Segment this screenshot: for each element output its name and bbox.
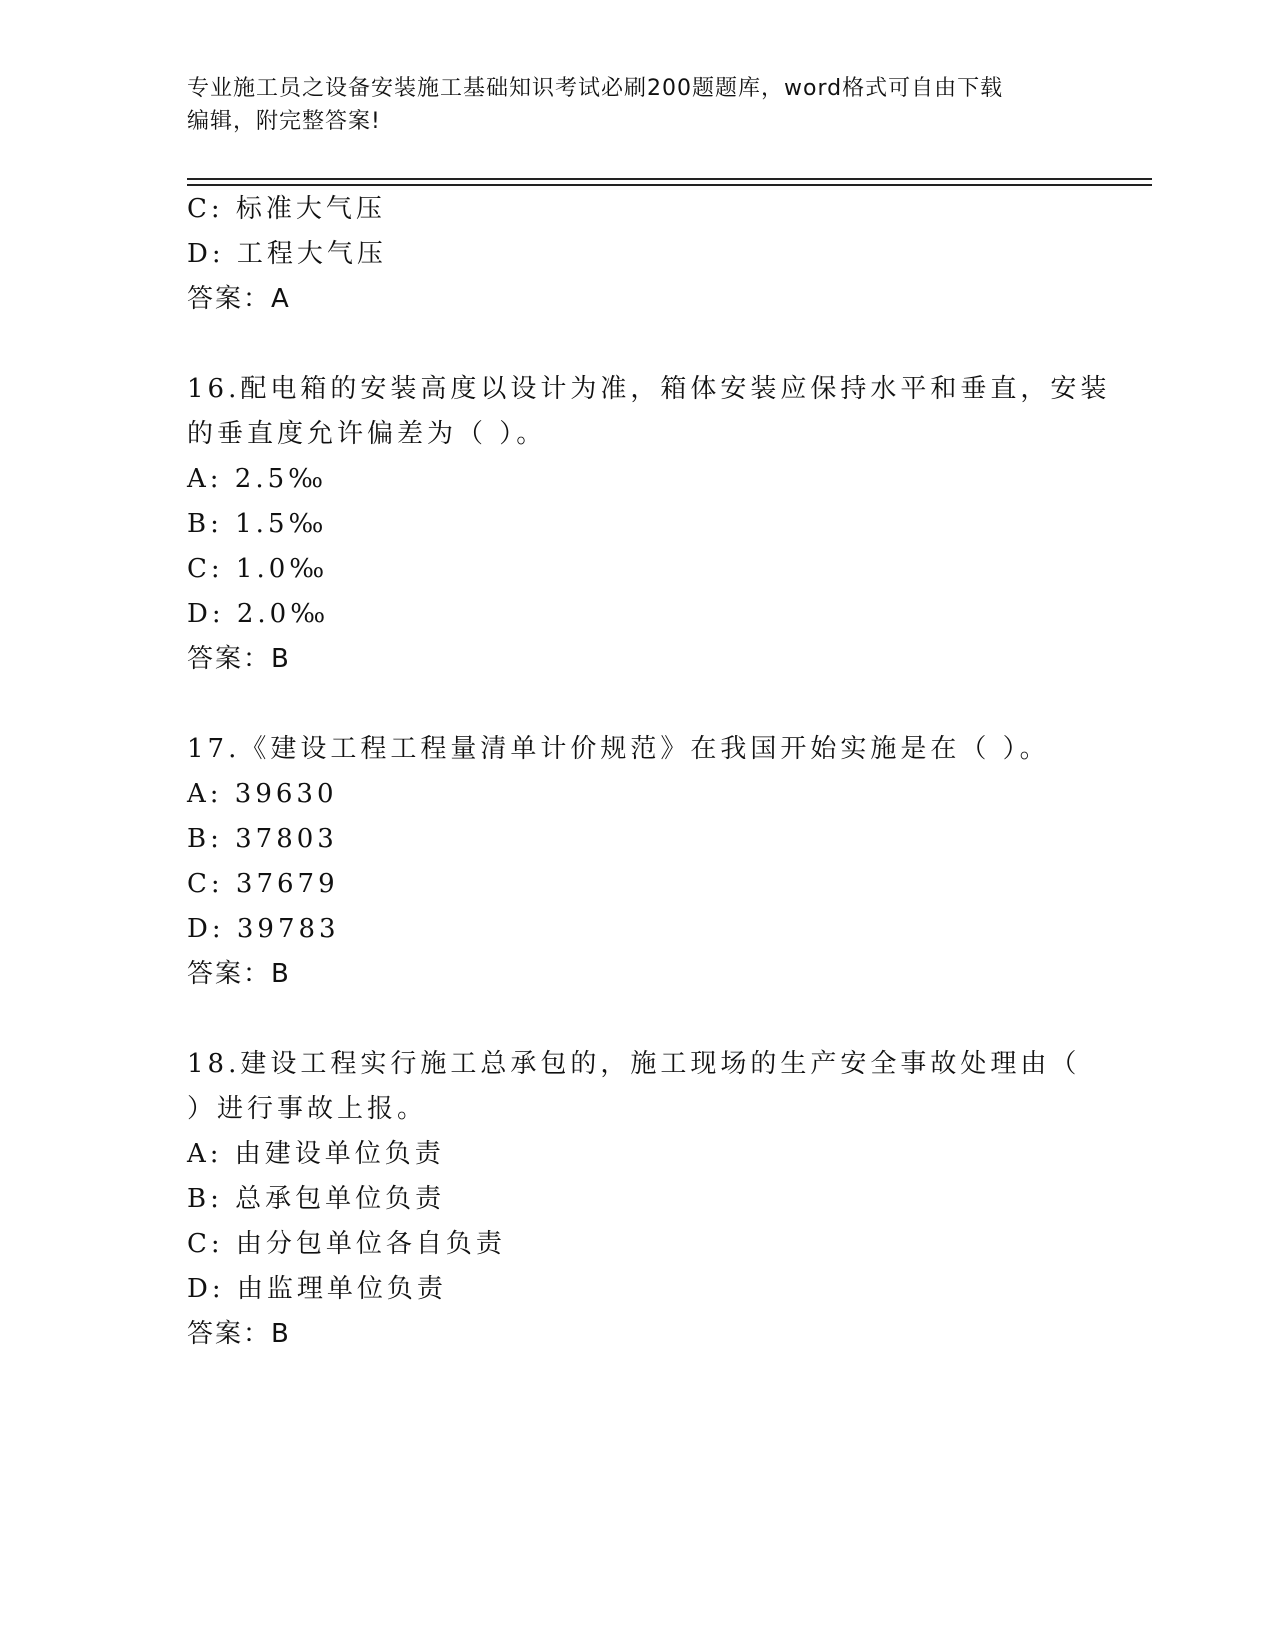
- question-16-option-a: A: 2.5‰: [187, 464, 328, 494]
- document-header: [187, 72, 1087, 138]
- question-17-option-a: A: 39630: [187, 779, 338, 809]
- question-16-option-c: C: 1.0‰: [187, 554, 329, 584]
- option-c: C: 标准大气压: [187, 194, 386, 224]
- question-17-stem-line-1: 17.《建设工程工程量清单计价规范》在我国开始实施是在（ ）。: [187, 734, 1050, 764]
- header-divider-top: [187, 178, 1152, 180]
- question-18-option-a: A: 由建设单位负责: [187, 1139, 445, 1169]
- question-16-option-d: D: 2.0‰: [187, 599, 330, 629]
- question-18-stem-line-2: ）进行事故上报。: [187, 1094, 428, 1124]
- question-17-option-c: C: 37679: [187, 869, 339, 899]
- question-17-option-b: B: 37803: [187, 824, 338, 854]
- option-d: D: 工程大气压: [187, 239, 387, 269]
- question-17-option-d: D: 39783: [187, 914, 340, 944]
- question-16-stem-line-1: 16.配电箱的安装高度以设计为准，箱体安装应保持水平和垂直，安装: [187, 374, 1111, 404]
- question-18-stem-line-1: 18.建设工程实行施工总承包的，施工现场的生产安全事故处理由（: [187, 1049, 1081, 1079]
- question-17-answer: 答案：B: [187, 959, 291, 989]
- question-18-option-b: B: 总承包单位负责: [187, 1184, 446, 1214]
- answer-label: 答案：A: [187, 284, 291, 314]
- header-line-1: 专业施工员之设备安装施工基础知识考试必刷200题题库，word格式可自由下载: [187, 76, 1004, 101]
- header-line-2: 编辑，附完整答案!: [187, 109, 381, 134]
- question-18-answer: 答案：B: [187, 1319, 291, 1349]
- question-18-option-d: D: 由监理单位负责: [187, 1274, 447, 1304]
- question-16-answer: 答案：B: [187, 644, 291, 674]
- header-divider-bottom: [187, 184, 1152, 186]
- question-16-option-b: B: 1.5‰: [187, 509, 328, 539]
- question-18-option-c: C: 由分包单位各自负责: [187, 1229, 506, 1259]
- question-16-stem-line-2: 的垂直度允许偏差为（ ）。: [187, 419, 547, 449]
